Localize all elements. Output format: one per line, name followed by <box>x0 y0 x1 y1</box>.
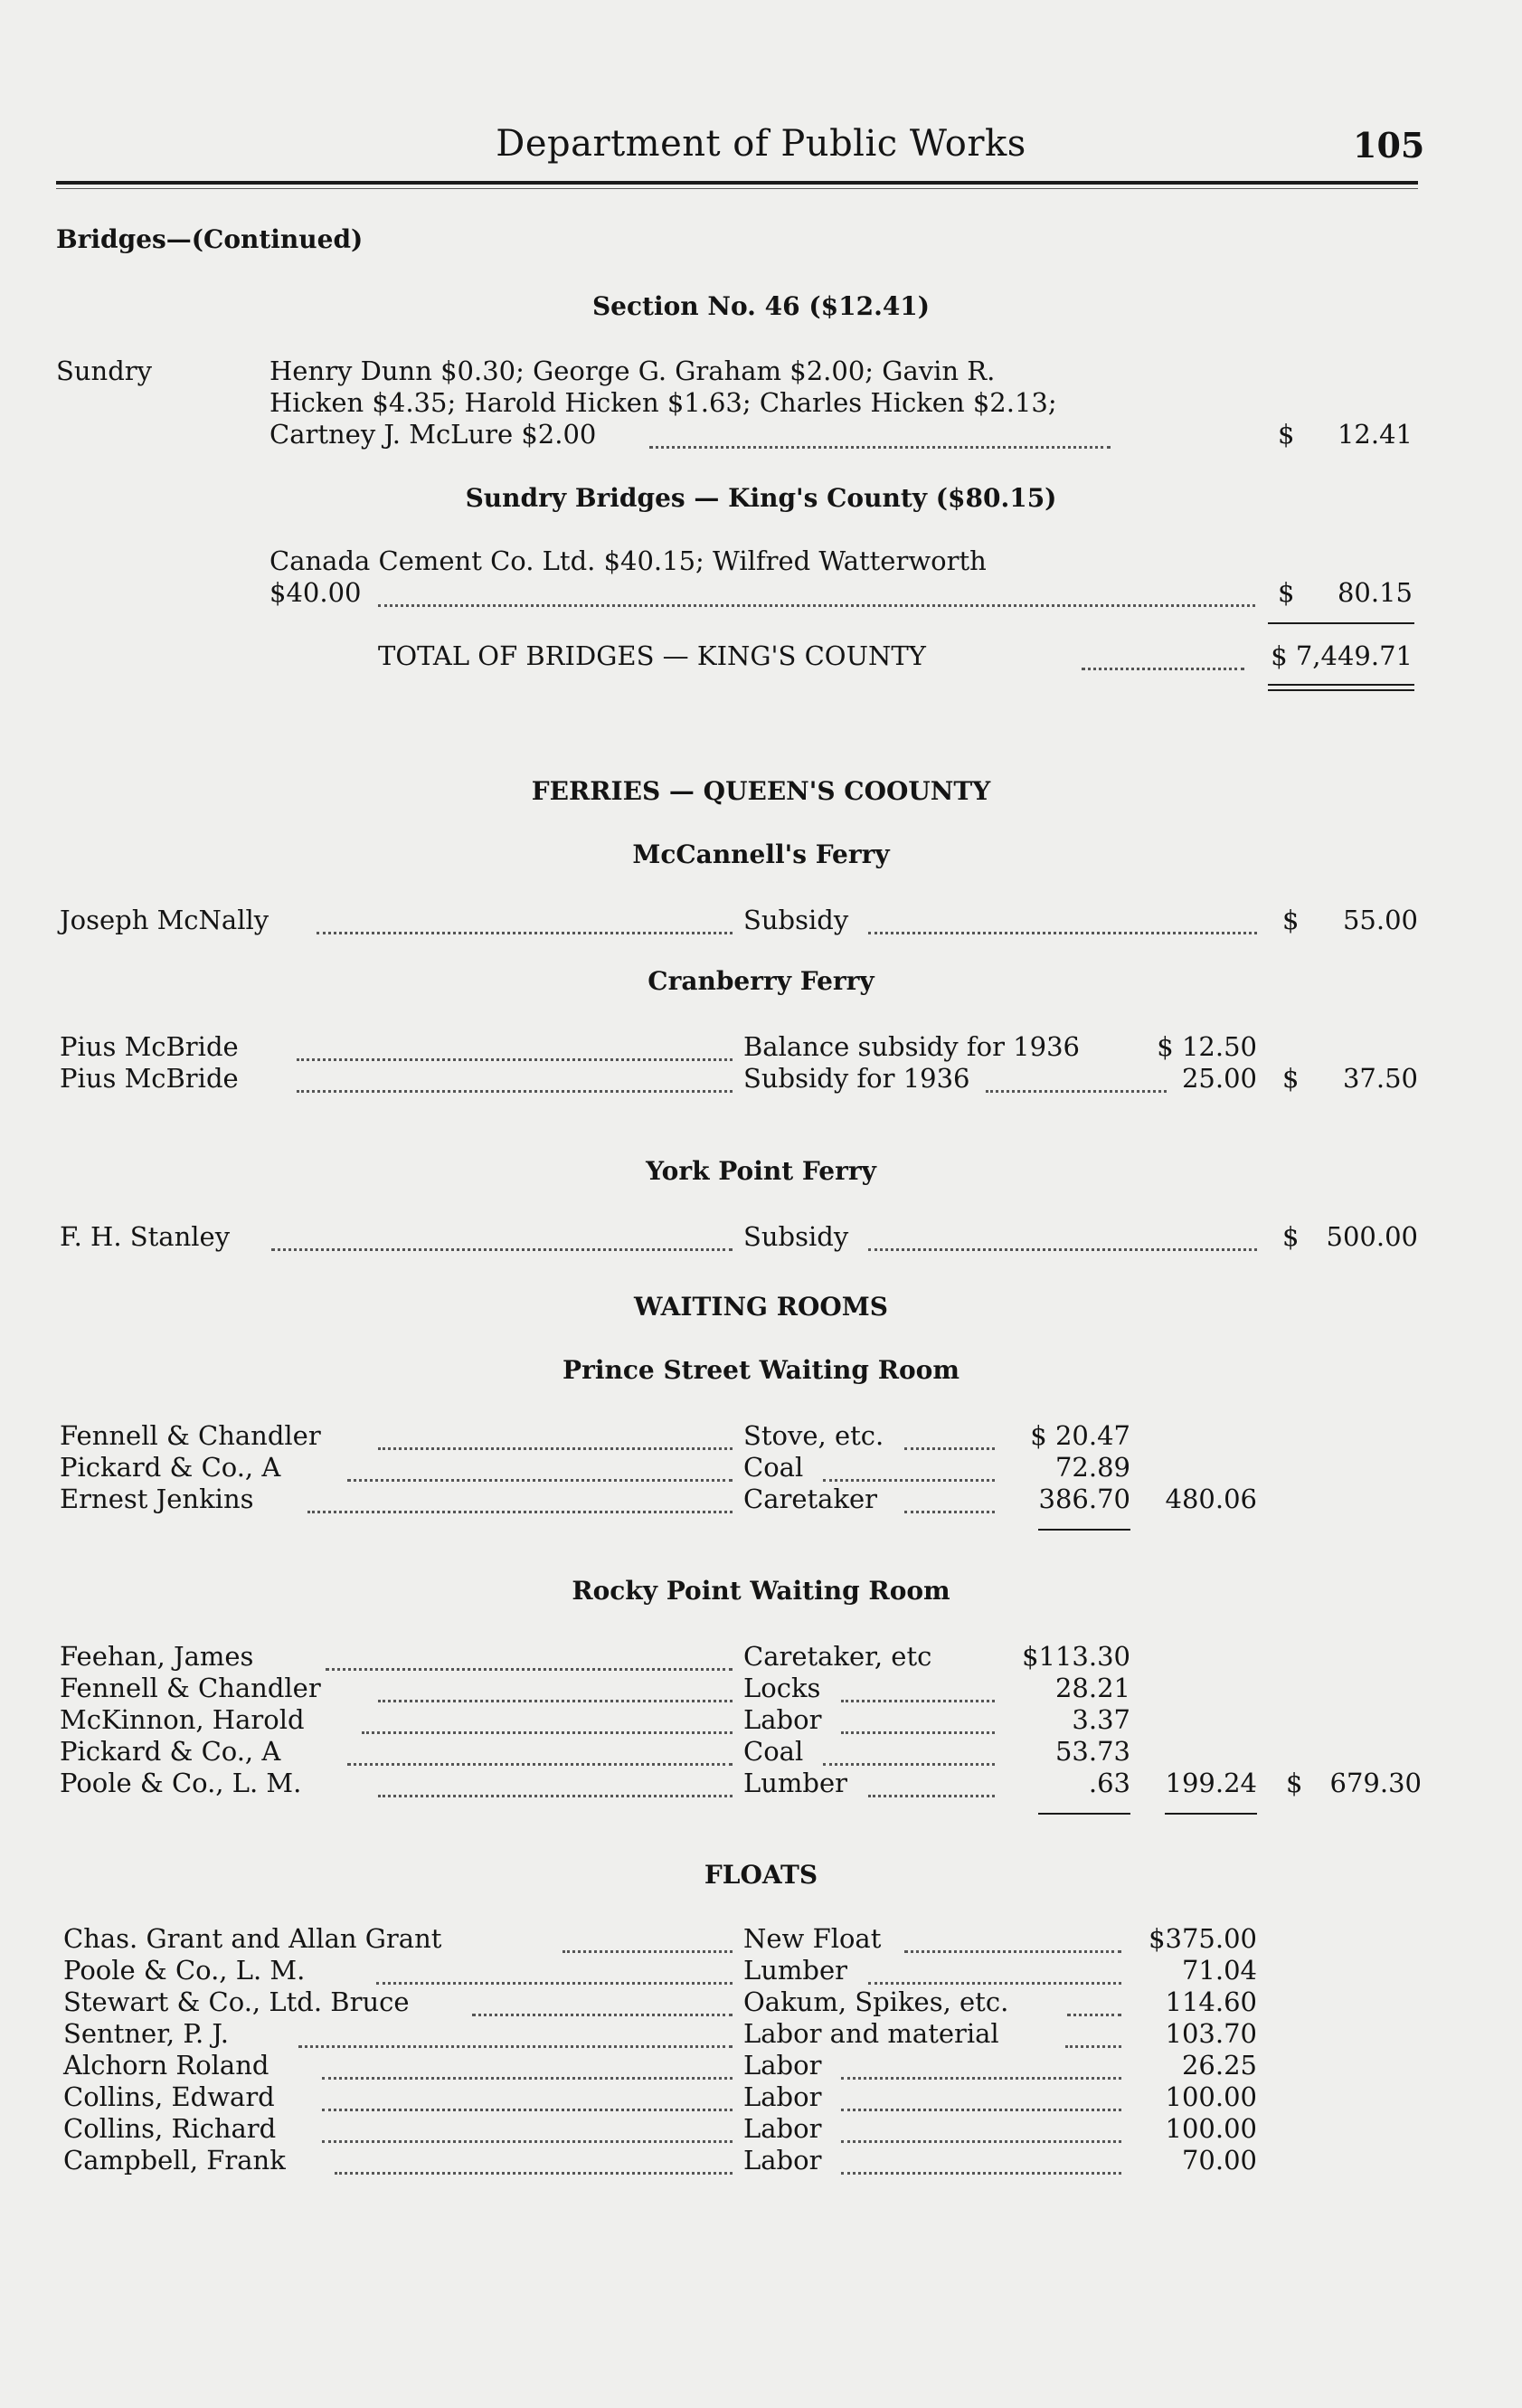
currency-sign: $ <box>1282 1063 1300 1094</box>
waiting-amount: 72.89 <box>1054 1452 1130 1483</box>
float-name: Sentner, P. J. <box>63 2018 229 2049</box>
sundry-kings-total: 80.15 <box>1337 577 1413 608</box>
sundry-label: Sundry <box>56 356 153 386</box>
sundry-bridges-kings-title: Sundry Bridges — King's County ($80.15) <box>465 483 1057 513</box>
float-item: Labor and material <box>743 2018 999 2049</box>
float-item: Labor <box>743 2050 822 2081</box>
waiting-name: Poole & Co., L. M. <box>60 1768 302 1798</box>
waiting-amount: $113.30 <box>1022 1641 1130 1672</box>
ferry-name: Pius McBride <box>60 1063 239 1094</box>
float-name: Collins, Richard <box>63 2113 277 2144</box>
leader-dots <box>841 2083 1121 2111</box>
section-46-total: 12.41 <box>1337 419 1413 450</box>
leader-dots <box>823 1738 995 1766</box>
leader-dots <box>297 1065 733 1093</box>
float-name: Stewart & Co., Ltd. Bruce <box>63 1986 410 2017</box>
leader-dots <box>841 2115 1121 2143</box>
leader-dots <box>1067 1988 1121 2016</box>
leader-dots <box>841 1706 995 1734</box>
subtotal-rule <box>1038 1813 1130 1815</box>
ferry-name: Joseph McNally <box>60 905 269 935</box>
ferry-total: 500.00 <box>1326 1221 1418 1252</box>
ferry-name: Pius McBride <box>60 1031 239 1062</box>
prince-street-title: Prince Street Waiting Room <box>562 1355 960 1385</box>
ferry-item: Subsidy <box>743 1221 849 1252</box>
waiting-name: Fennell & Chandler <box>60 1673 321 1703</box>
waiting-name: Pickard & Co., A <box>60 1736 281 1767</box>
double-rule-bottom <box>1268 689 1414 691</box>
section-46-line-1: Henry Dunn $0.30; George G. Graham $2.00; Gavin R. <box>269 356 996 386</box>
float-amount: $375.00 <box>1149 1923 1257 1954</box>
waiting-item: Coal <box>743 1452 804 1483</box>
waiting-amount: 28.21 <box>1054 1673 1130 1703</box>
page-header-title: Department of Public Works <box>496 123 1026 165</box>
subtotal-rule <box>1038 1529 1130 1531</box>
float-name: Collins, Edward <box>63 2081 275 2112</box>
currency-sign: $ <box>1278 419 1295 450</box>
waiting-item: Stove, etc. <box>743 1420 884 1451</box>
leader-dots <box>649 421 1111 449</box>
waiting-name: McKinnon, Harold <box>60 1704 305 1735</box>
ferry-amount: 25.00 <box>1181 1063 1257 1094</box>
float-item: Oakum, Spikes, etc. <box>743 1986 1009 2017</box>
mccannell-ferry-title: McCannell's Ferry <box>632 839 890 869</box>
waiting-name: Pickard & Co., A <box>60 1452 281 1483</box>
waiting-item: Lumber <box>743 1768 848 1798</box>
leader-dots <box>297 1033 733 1061</box>
leader-dots <box>326 1643 733 1671</box>
leader-dots <box>307 1485 733 1513</box>
sundry-kings-line-2: $40.00 <box>269 577 362 608</box>
leader-dots <box>868 1223 1257 1251</box>
header-rule <box>56 181 1418 185</box>
floats-heading: FLOATS <box>704 1860 818 1890</box>
york-point-ferry-title: York Point Ferry <box>646 1156 876 1186</box>
leader-dots <box>868 906 1257 934</box>
ferry-amount: $ 12.50 <box>1157 1031 1257 1062</box>
leader-dots <box>904 1485 995 1513</box>
float-item: New Float <box>743 1923 882 1954</box>
float-amount: 70.00 <box>1181 2145 1257 2176</box>
waiting-amount: .63 <box>1088 1768 1130 1798</box>
waiting-name: Feehan, James <box>60 1641 254 1672</box>
leader-dots <box>378 579 1255 607</box>
leader-dots <box>271 1223 733 1251</box>
leader-dots <box>841 2147 1121 2175</box>
total-bridges-label: TOTAL OF BRIDGES — KING'S COUNTY <box>378 640 926 671</box>
float-name: Poole & Co., L. M. <box>63 1955 306 1986</box>
leader-dots <box>868 1957 1121 1985</box>
float-name: Chas. Grant and Allan Grant <box>63 1923 442 1954</box>
sundry-kings-line-1: Canada Cement Co. Ltd. $40.15; Wilfred Watterworth <box>269 545 987 576</box>
leader-dots <box>823 1454 995 1482</box>
currency-sign: $ <box>1282 905 1300 935</box>
leader-dots <box>378 1674 733 1702</box>
section-46-title: Section No. 46 ($12.41) <box>591 291 931 321</box>
waiting-name: Fennell & Chandler <box>60 1420 321 1451</box>
waiting-item: Locks <box>743 1673 821 1703</box>
section-46-line-2: Hicken $4.35; Harold Hicken $1.63; Charles Hicken $2.13; <box>269 387 1057 418</box>
waiting-name: Ernest Jenkins <box>60 1484 254 1514</box>
total-rule <box>1268 622 1414 624</box>
leader-dots <box>322 2083 733 2111</box>
waiting-total: 679.30 <box>1329 1768 1422 1798</box>
waiting-amount: 386.70 <box>1038 1484 1130 1514</box>
leader-dots <box>317 906 733 934</box>
ferry-total: 55.00 <box>1342 905 1418 935</box>
leader-dots <box>362 1706 733 1734</box>
leader-dots <box>322 2115 733 2143</box>
waiting-item: Caretaker <box>743 1484 878 1514</box>
section-heading-bridges: Bridges—(Continued) <box>56 224 364 254</box>
leader-dots <box>347 1738 733 1766</box>
ferries-heading: FERRIES — QUEEN'S COOUNTY <box>531 776 991 806</box>
leader-dots <box>378 1769 733 1797</box>
leader-dots <box>1082 642 1244 670</box>
cranberry-ferry-title: Cranberry Ferry <box>648 966 874 996</box>
header-rule-thin <box>56 188 1418 189</box>
waiting-amount: $ 20.47 <box>1030 1420 1130 1451</box>
waiting-item: Caretaker, etc <box>743 1641 932 1672</box>
float-amount: 71.04 <box>1181 1955 1257 1986</box>
waiting-subtotal: 199.24 <box>1165 1768 1257 1798</box>
double-rule-top <box>1268 684 1414 686</box>
rocky-point-title: Rocky Point Waiting Room <box>572 1576 950 1606</box>
currency-sign: $ <box>1282 1221 1300 1252</box>
total-bridges-value: $ 7,449.71 <box>1271 640 1413 671</box>
leader-dots <box>376 1957 733 1985</box>
float-name: Campbell, Frank <box>63 2145 286 2176</box>
leader-dots <box>904 1925 1121 1953</box>
float-amount: 103.70 <box>1165 2018 1257 2049</box>
subtotal-rule <box>1165 1813 1257 1815</box>
float-item: Labor <box>743 2113 822 2144</box>
waiting-item: Coal <box>743 1736 804 1767</box>
leader-dots <box>841 1674 995 1702</box>
ferry-item: Balance subsidy for 1936 <box>743 1031 1080 1062</box>
leader-dots <box>841 2052 1121 2080</box>
leader-dots <box>904 1422 995 1450</box>
leader-dots <box>298 2020 733 2048</box>
leader-dots <box>322 2052 733 2080</box>
ferry-item: Subsidy <box>743 905 849 935</box>
float-amount: 100.00 <box>1165 2081 1257 2112</box>
leader-dots <box>378 1422 733 1450</box>
float-amount: 100.00 <box>1165 2113 1257 2144</box>
section-46-line-3: Cartney J. McLure $2.00 <box>269 419 597 450</box>
waiting-rooms-heading: WAITING ROOMS <box>634 1292 888 1322</box>
float-name: Alchorn Roland <box>63 2050 269 2081</box>
float-amount: 114.60 <box>1165 1986 1257 2017</box>
currency-sign: $ <box>1278 577 1295 608</box>
leader-dots <box>347 1454 733 1482</box>
float-item: Lumber <box>743 1955 848 1986</box>
leader-dots <box>868 1769 995 1797</box>
waiting-amount: 3.37 <box>1072 1704 1130 1735</box>
float-amount: 26.25 <box>1181 2050 1257 2081</box>
leader-dots <box>335 2147 733 2175</box>
leader-dots <box>1065 2020 1121 2048</box>
ferry-name: F. H. Stanley <box>60 1221 231 1252</box>
waiting-subtotal: 480.06 <box>1165 1484 1257 1514</box>
currency-sign: $ <box>1286 1768 1303 1798</box>
page-number: 105 <box>1353 125 1425 166</box>
waiting-item: Labor <box>743 1704 822 1735</box>
float-item: Labor <box>743 2081 822 2112</box>
ferry-item: Subsidy for 1936 <box>743 1063 970 1094</box>
waiting-amount: 53.73 <box>1054 1736 1130 1767</box>
leader-dots <box>472 1988 733 2016</box>
leader-dots <box>562 1925 733 1953</box>
ferry-total: 37.50 <box>1342 1063 1418 1094</box>
float-item: Labor <box>743 2145 822 2176</box>
